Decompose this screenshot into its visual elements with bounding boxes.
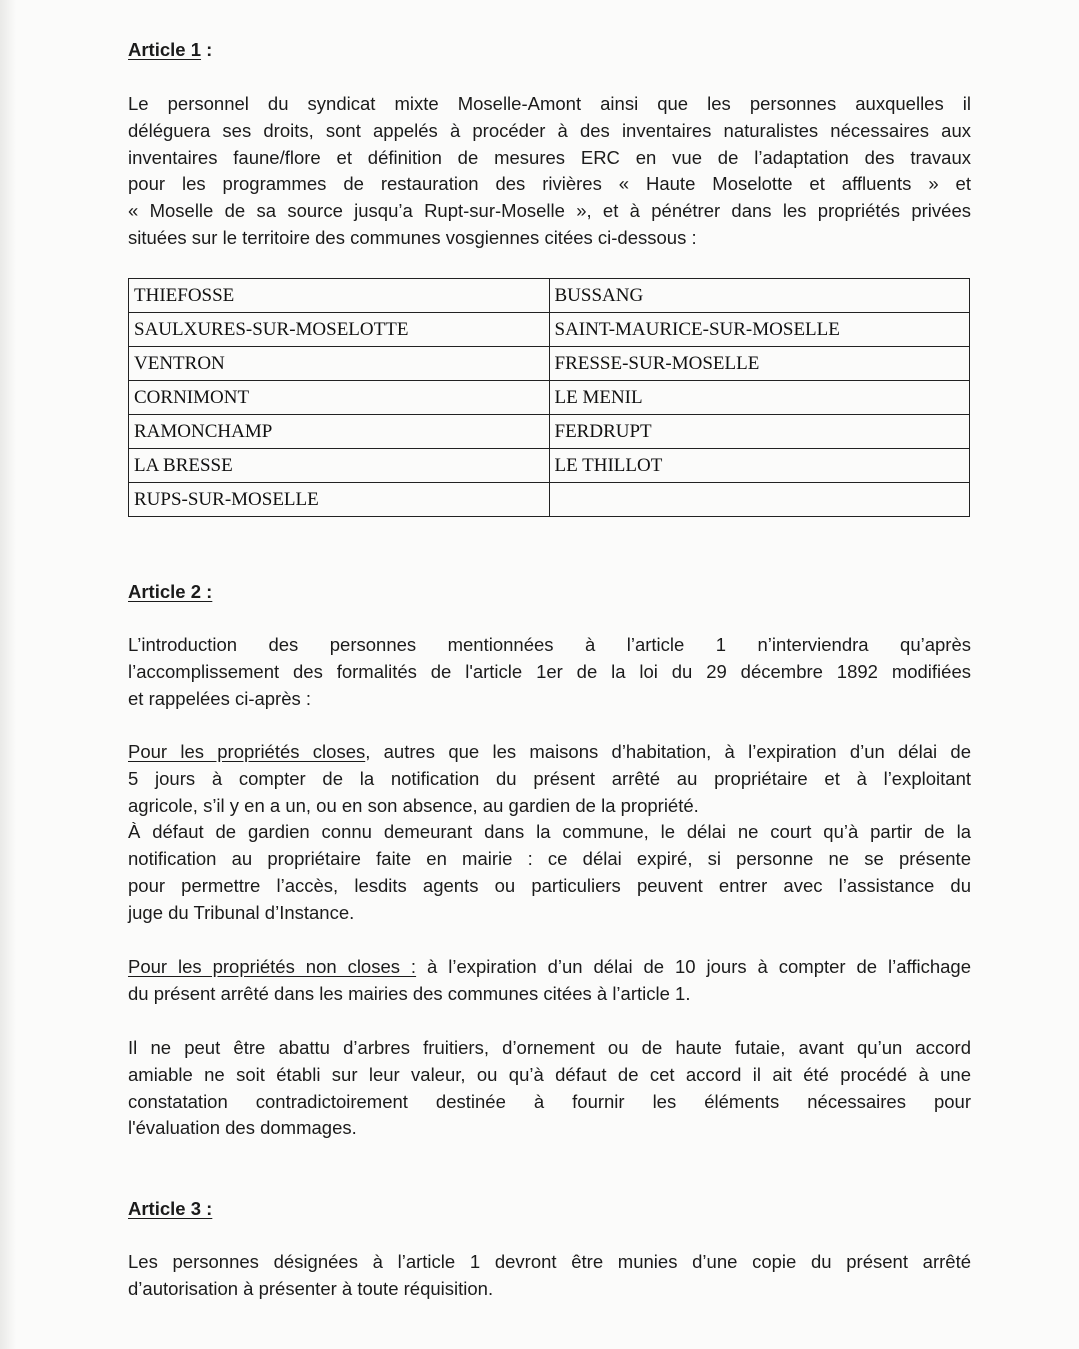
table-row: [129, 313, 970, 347]
table-cell: FERDRUPT: [549, 415, 970, 449]
table-cell: [549, 483, 970, 517]
article-2-heading: [128, 580, 971, 604]
text-line: du présent arrêté dans les mairies des communes citées à l’article 1.: [128, 982, 691, 1004]
text-line: constatation contradictoirement destinée à fournir les éléments nécessaires pour: [128, 1090, 971, 1112]
table-cell: LE THILLOT: [549, 449, 970, 483]
table-cell: RAMONCHAMP: [129, 415, 550, 449]
text-line: déléguera ses droits, sont appelés à procéder à des inventaires naturalistes nécessaires aux: [128, 119, 971, 141]
table-row: [129, 449, 970, 483]
scan-shadow-edge: [0, 0, 16, 1349]
table-cell: LA BRESSE: [129, 449, 550, 483]
table-cell: CORNIMONT: [129, 381, 550, 415]
text-line: l'évaluation des dommages.: [128, 1117, 357, 1139]
table-cell: VENTRON: [129, 347, 550, 381]
text-line: [128, 739, 971, 766]
article-1-title-suffix: :: [201, 39, 213, 60]
table-cell: SAULXURES-SUR-MOSELOTTE: [129, 313, 550, 347]
article-1-body: [128, 91, 971, 252]
table-row: [129, 483, 970, 517]
proprietes-closes-label: Pour les propriétés closes: [128, 741, 366, 762]
text-line: et rappelées ci-après :: [128, 687, 312, 709]
article-2-title: Article 2 :: [128, 581, 213, 602]
article-1-heading: [128, 38, 971, 62]
article-2-intro: [128, 632, 971, 712]
text-line: « Moselle de sa source jusqu’a Rupt-sur-Moselle », et à pénétrer dans les propriétés privées: [128, 200, 971, 222]
table-cell: LE MENIL: [549, 381, 970, 415]
text-line: pour permettre l’accès, lesdits agents ou particuliers peuvent entrer avec l’assistance du: [128, 874, 971, 896]
text-line: situées sur le territoire des communes vosgiennes citées ci-dessous :: [128, 226, 697, 248]
table-cell: SAINT-MAURICE-SUR-MOSELLE: [549, 313, 970, 347]
article-3-heading: [128, 1197, 971, 1221]
text-line: L’introduction des personnes mentionnées à l’article 1 n’interviendra qu’après: [128, 634, 971, 655]
text-line: À défaut de gardien connu demeurant dans la commune, le délai ne court qu’à partir de la: [128, 821, 971, 843]
proprietes-non-closes-text: à l’expiration d’un délai de 10 jours à compter de l’affichage: [416, 956, 971, 977]
text-line: Il ne peut être abattu d’arbres fruitiers, d’ornement ou de haute futaie, avant qu’un accord: [128, 1037, 971, 1058]
table-cell: RUPS-SUR-MOSELLE: [129, 483, 550, 517]
text-line: amiable ne soit établi sur leur valeur, ou qu’à défaut de cet accord il ait été procédé à une: [128, 1063, 971, 1085]
table-row: [129, 381, 970, 415]
article-1-title: Article 1: [128, 39, 202, 60]
article-2-proprietes-closes: [128, 739, 971, 927]
article-2-proprietes-non-closes: [128, 954, 971, 1008]
proprietes-non-closes-label: Pour les propriétés non closes :: [128, 956, 417, 977]
table-cell: THIEFOSSE: [129, 279, 550, 313]
text-line: Les personnes désignées à l’article 1 devront être munies d’une copie du présent arrêté: [128, 1251, 971, 1272]
text-line: l’accomplissement des formalités de l'article 1er de la loi du 29 décembre 1892 modifiées: [128, 660, 971, 682]
table-row: [129, 347, 970, 381]
text-line: 5 jours à compter de la notification du présent arrêté au propriétaire et à l’exploitant: [128, 767, 971, 789]
communes-table: [128, 278, 970, 517]
text-line: agricole, s’il y en a un, ou en son absence, au gardien de la propriété.: [128, 794, 699, 816]
text-line: inventaires faune/flore et définition de mesures ERC en vue de l’adaptation des travaux: [128, 146, 971, 168]
article-2-arbres: [128, 1035, 971, 1142]
proprietes-closes-text: , autres que les maisons d’habitation, à l’expiration d’un délai de: [365, 741, 971, 762]
article-3-title: Article 3 :: [128, 1198, 213, 1219]
text-line: Le personnel du syndicat mixte Moselle-Amont ainsi que les personnes auxquelles il: [128, 93, 971, 114]
article-3-body: [128, 1249, 971, 1303]
text-line: notification au propriétaire faite en mairie : ce délai expiré, si personne ne se présente: [128, 848, 971, 870]
table-cell: FRESSE-SUR-MOSELLE: [549, 347, 970, 381]
text-line: pour les programmes de restauration des rivières « Haute Moselotte et affluents » et: [128, 173, 971, 195]
text-line: juge du Tribunal d’Instance.: [128, 901, 355, 923]
table-row: [129, 279, 970, 313]
text-line: [128, 954, 971, 981]
text-line: d’autorisation à présenter à toute réquisition.: [128, 1277, 494, 1299]
table-cell: BUSSANG: [549, 279, 970, 313]
table-row: [129, 415, 970, 449]
